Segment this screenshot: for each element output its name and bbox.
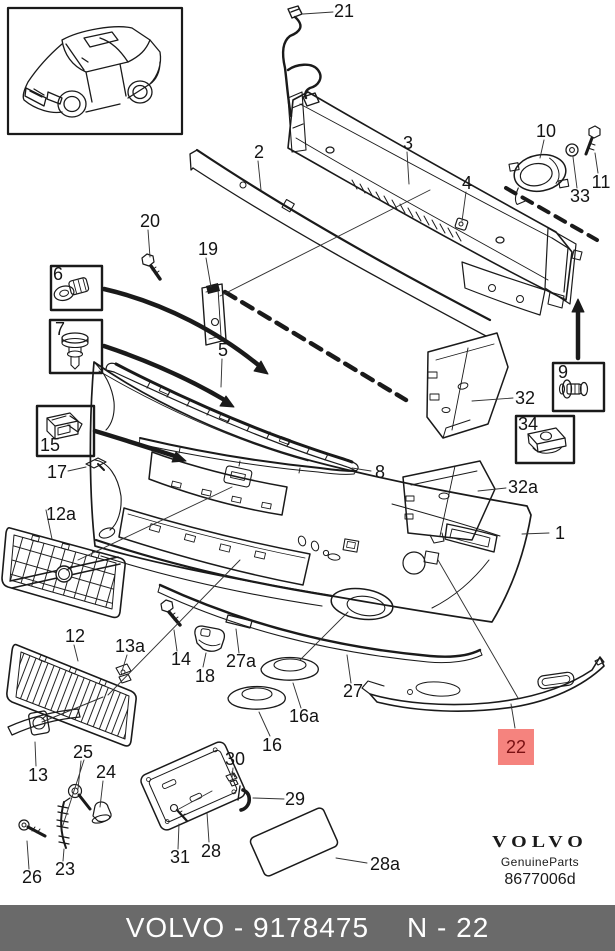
part-callout-18[interactable]: 18 xyxy=(194,666,216,686)
genuine-parts-label: GenuineParts xyxy=(500,855,580,869)
part-callout-1[interactable]: 1 xyxy=(554,523,566,543)
part-callout-25[interactable]: 25 xyxy=(72,742,94,762)
part-callout-13[interactable]: 13 xyxy=(27,765,49,785)
part-callout-22[interactable]: 22 xyxy=(498,729,534,765)
part-callout-20[interactable]: 20 xyxy=(139,211,161,231)
part-callout-7[interactable]: 7 xyxy=(54,319,66,339)
part-callout-28[interactable]: 28 xyxy=(200,841,222,861)
part-callout-2[interactable]: 2 xyxy=(253,142,265,162)
part-callout-19[interactable]: 19 xyxy=(197,239,219,259)
footer-section-ref: N - 22 xyxy=(407,912,490,943)
part-callout-12[interactable]: 12 xyxy=(64,626,86,646)
part-callout-13a[interactable]: 13a xyxy=(114,636,146,656)
part-callout-23[interactable]: 23 xyxy=(54,859,76,879)
part-callout-11[interactable]: 11 xyxy=(591,172,611,192)
part-callout-8[interactable]: 8 xyxy=(374,462,386,482)
part-callout-24[interactable]: 24 xyxy=(95,762,117,782)
part-callout-10[interactable]: 10 xyxy=(535,121,557,141)
part-callout-28a[interactable]: 28a xyxy=(369,854,401,874)
part-callout-14[interactable]: 14 xyxy=(170,649,192,669)
part-callout-34[interactable]: 34 xyxy=(517,414,539,434)
footer-part-number: VOLVO - 9178475 xyxy=(125,912,370,943)
drawing-code: 8677006d xyxy=(504,871,576,888)
part-callout-16[interactable]: 16 xyxy=(261,735,283,755)
footer-bar xyxy=(0,905,615,951)
part-callout-17[interactable]: 17 xyxy=(46,462,68,482)
part-callout-32[interactable]: 32 xyxy=(514,388,536,408)
part-callout-6[interactable]: 6 xyxy=(52,264,64,284)
part-callout-30[interactable]: 30 xyxy=(224,749,246,769)
part-callout-26[interactable]: 26 xyxy=(21,867,43,887)
part-callout-16a[interactable]: 16a xyxy=(288,706,320,726)
part-callout-32a[interactable]: 32a xyxy=(507,477,539,497)
part-callout-15[interactable]: 15 xyxy=(39,435,61,455)
brand-block xyxy=(468,831,612,889)
part-callout-33[interactable]: 33 xyxy=(569,186,591,206)
part-callout-29[interactable]: 29 xyxy=(284,789,306,809)
part-callout-12a[interactable]: 12a xyxy=(45,504,77,524)
part-callout-31[interactable]: 31 xyxy=(169,847,191,867)
part-callout-9[interactable]: 9 xyxy=(557,362,569,382)
brand-wordmark: VOLVO xyxy=(492,832,588,852)
part-callout-21[interactable]: 21 xyxy=(333,1,355,21)
part-callout-4[interactable]: 4 xyxy=(461,173,473,193)
part-callout-5[interactable]: 5 xyxy=(217,340,229,360)
part-callout-27[interactable]: 27 xyxy=(342,681,364,701)
part-callout-3[interactable]: 3 xyxy=(402,133,414,153)
part-callout-27a[interactable]: 27a xyxy=(225,651,257,671)
